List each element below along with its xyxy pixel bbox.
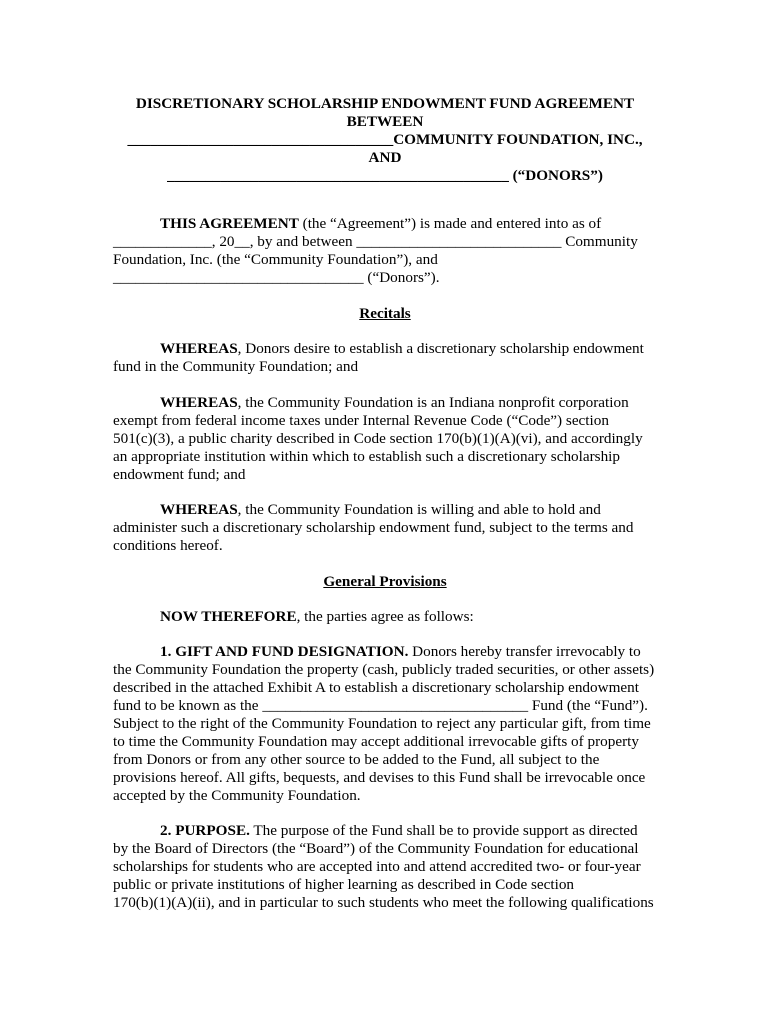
section-1-line-8: provisions hereof. All gifts, bequests, and devises to this Fund shall be irrevocable once xyxy=(113,769,646,786)
recitals-heading: Recitals xyxy=(359,305,411,322)
whereas-3-lead: WHEREAS xyxy=(160,501,238,518)
whereas-1-line-2: fund in the Community Foundation; and xyxy=(113,358,359,375)
section-1-line-4: fund to be known as the ___________________________________ Fund (the “Fund”). xyxy=(113,697,648,714)
section-2-text-1: The purpose of the Fund shall be to provide support as directed xyxy=(249,822,638,839)
whereas-1-lead: WHEREAS xyxy=(160,340,238,357)
section-2-line-2: by the Board of Directors (the “Board”) of the Community Foundation for educational xyxy=(113,840,639,857)
whereas-2-line-4: an appropriate institution within which to establish such a discretionary scholarship xyxy=(113,448,620,465)
whereas-2-line-5: endowment fund; and xyxy=(113,466,246,483)
whereas-3-line-1 xyxy=(160,501,601,519)
whereas-1-text-1: , Donors desire to establish a discretionary scholarship endowment xyxy=(237,340,644,357)
now-therefore-lead: NOW THEREFORE xyxy=(160,608,297,625)
section-1-line-9: accepted by the Community Foundation. xyxy=(113,787,361,804)
section-1-heading: 1. GIFT AND FUND DESIGNATION. xyxy=(160,643,409,660)
whereas-2-lead: WHEREAS xyxy=(160,394,238,411)
section-2-line-4: public or private institutions of higher learning as described in Code section xyxy=(113,876,575,893)
agreement-title-line-3: ___________________________________COMMUNITY FOUNDATION, INC., xyxy=(127,131,643,148)
general-provisions-heading: General Provisions xyxy=(323,573,447,590)
section-1-line-3: described in the attached Exhibit A to establish a discretionary scholarship endowment xyxy=(113,679,639,696)
section-1-line-7: from Donors or from any other source to be added to the Fund, all subject to the xyxy=(113,751,600,768)
now-therefore-line xyxy=(160,608,474,626)
agreement-title-line-1: DISCRETIONARY SCHOLARSHIP ENDOWMENT FUND AGREEMENT xyxy=(135,95,635,112)
section-1-line-2: the Community Foundation the property (cash, publicly traded securities, or other assets) xyxy=(113,661,655,678)
intro-line-4: _________________________________ (“Donors”). xyxy=(113,269,440,286)
whereas-2-line-1 xyxy=(160,394,629,412)
intro-line-3: Foundation, Inc. (the “Community Foundation”), and xyxy=(113,251,438,268)
whereas-1-line-1 xyxy=(160,340,644,358)
whereas-3-line-2: administer such a discretionary scholarship endowment fund, subject to the terms and xyxy=(113,519,634,536)
agreement-title-line-2: BETWEEN xyxy=(346,113,424,130)
whereas-2-line-3: 501(c)(3), a public charity described in Code section 170(b)(1)(A)(vi), and accordingly xyxy=(113,430,643,447)
whereas-2-line-2: exempt from federal income taxes under Internal Revenue Code (“Code”) section xyxy=(113,412,609,429)
agreement-title-line-5: _____________________________________________ (“DONORS”) xyxy=(167,167,603,184)
now-therefore-text: , the parties agree as follows: xyxy=(296,608,474,625)
intro-text-1: (the “Agreement”) is made and entered into as of xyxy=(298,215,602,232)
section-1-line-5: Subject to the right of the Community Foundation to reject any particular gift, from time xyxy=(113,715,651,732)
section-2-line-3: scholarships for students who are accepted into and attend accredited two- or four-year xyxy=(113,858,641,875)
intro-line-2: _____________, 20__, by and between ___________________________ Community xyxy=(113,233,638,250)
section-2-heading: 2. PURPOSE. xyxy=(160,822,250,839)
whereas-2-text-1: , the Community Foundation is an Indiana nonprofit corporation xyxy=(237,394,629,411)
whereas-3-text-1: , the Community Foundation is willing and able to hold and xyxy=(237,501,601,518)
section-2-line-5: 170(b)(1)(A)(ii), and in particular to such students who meet the following qualifications xyxy=(113,894,654,911)
intro-lead: THIS AGREEMENT xyxy=(160,215,299,232)
section-1-line-6: to time the Community Foundation may accept additional irrevocable gifts of property xyxy=(113,733,639,750)
section-1-text-1: Donors hereby transfer irrevocably to xyxy=(408,643,641,660)
section-1-line-1 xyxy=(160,643,641,661)
intro-line-1 xyxy=(160,215,601,233)
whereas-3-line-3: conditions hereof. xyxy=(113,537,223,554)
agreement-title-line-4: AND xyxy=(368,149,402,166)
section-2-line-1 xyxy=(160,822,638,840)
